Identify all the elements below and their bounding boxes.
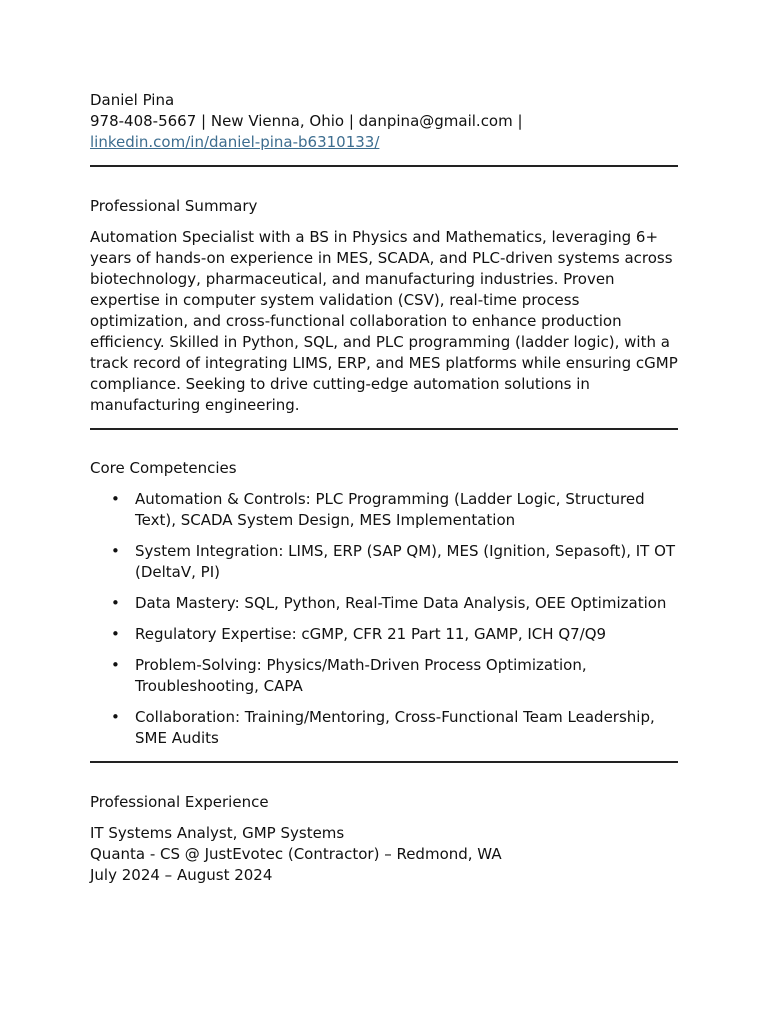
- competency-text: Automation & Controls: PLC Programming (Ladder Logic, Structured Text), SCADA System Design, MES Implementation: [135, 490, 645, 529]
- summary-text: Automation Specialist with a BS in Physics and Mathematics, leveraging 6+ years of hands-on experience in MES, SCADA, and PLC-driven systems across biotechnology, pharmaceutical, and manufacturing industries. Proven expertise in computer system validation (CSV), real-time process optimization, and cross-functional collaboration to enhance production efficiency. Skilled in Python, SQL, and PLC programming (ladder logic), with a track record of integrating LIMS, ERP, and MES platforms while ensuring cGMP compliance. Seeking to drive cutting-edge automation solutions in manufacturing engineering.: [90, 228, 678, 414]
- candidate-name: Daniel Pina: [90, 91, 175, 109]
- contact-line: 978-408-5667 | New Vienna, Ohio | danpina@gmail.com |: [90, 112, 523, 130]
- list-item: [90, 707, 678, 749]
- list-item: [90, 593, 678, 614]
- competency-text: System Integration: LIMS, ERP (SAP QM), MES (Ignition, Sepasoft), IT OT (DeltaV, PI): [135, 542, 676, 581]
- list-item: [90, 489, 678, 531]
- competency-text: Collaboration: Training/Mentoring, Cross-Functional Team Leadership, SME Audits: [135, 708, 655, 747]
- job-dates: July 2024 – August 2024: [90, 866, 273, 884]
- list-item: [90, 541, 678, 583]
- competencies-list: [90, 489, 678, 749]
- bullet-icon: •: [111, 656, 120, 674]
- experience-heading: Professional Experience: [90, 793, 269, 811]
- section-divider: [90, 761, 678, 763]
- competency-text: Data Mastery: SQL, Python, Real-Time Data Analysis, OEE Optimization: [135, 594, 667, 612]
- competency-text: Regulatory Expertise: cGMP, CFR 21 Part 11, GAMP, ICH Q7/Q9: [135, 625, 607, 643]
- competencies-heading: Core Competencies: [90, 459, 237, 477]
- job-entry: [90, 823, 678, 886]
- bullet-icon: •: [111, 490, 120, 508]
- job-role: IT Systems Analyst, GMP Systems: [90, 824, 345, 842]
- linkedin-link[interactable]: linkedin.com/in/daniel-pina-b6310133/: [90, 133, 380, 151]
- section-divider: [90, 165, 678, 167]
- bullet-icon: •: [111, 708, 120, 726]
- bullet-icon: •: [111, 594, 120, 612]
- summary-heading: Professional Summary: [90, 197, 258, 215]
- bullet-icon: •: [111, 625, 120, 643]
- list-item: [90, 655, 678, 697]
- job-company: Quanta - CS @ JustEvotec (Contractor) – Redmond, WA: [90, 845, 502, 863]
- bullet-icon: •: [111, 542, 120, 560]
- list-item: [90, 624, 678, 645]
- section-divider: [90, 428, 678, 430]
- resume-content: [90, 90, 678, 886]
- competency-text: Problem-Solving: Physics/Math-Driven Process Optimization, Troubleshooting, CAPA: [135, 656, 587, 695]
